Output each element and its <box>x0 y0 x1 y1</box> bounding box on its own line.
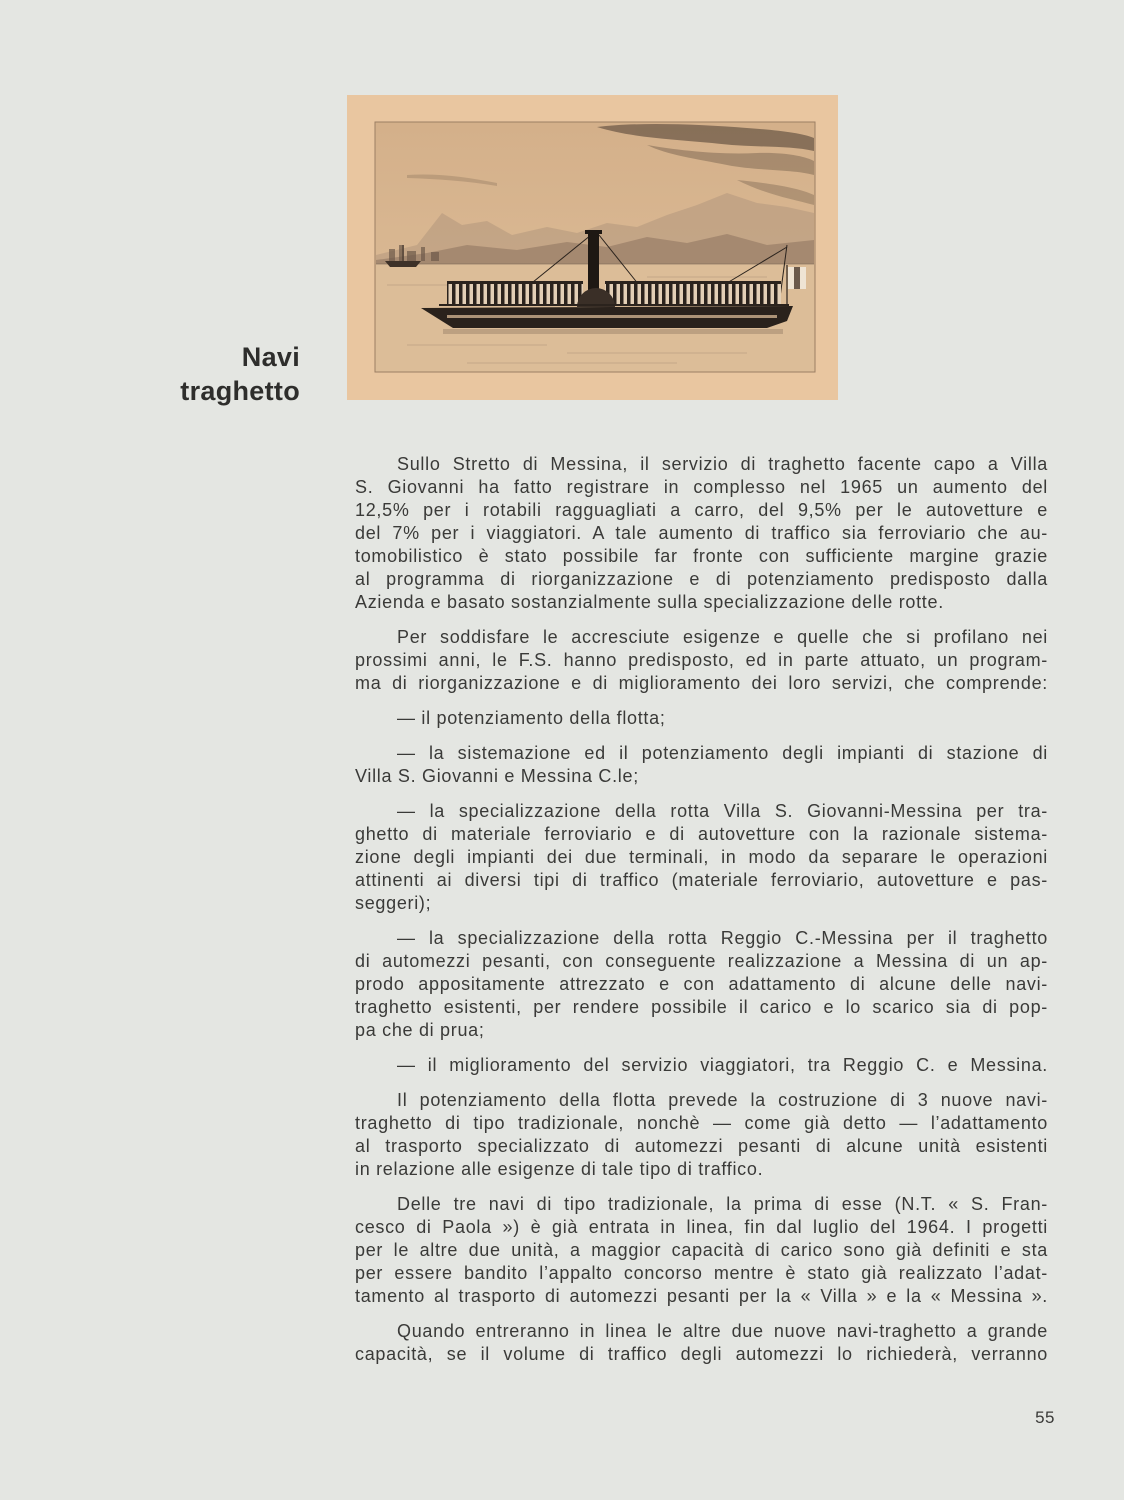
text-line: Per soddisfare le accresciute esigenze e quelle che si profilano nei <box>397 627 1048 647</box>
text-line: traghetto di tipo tradizionale, nonchè — come già detto — l’adattamento <box>355 1113 1048 1133</box>
text-line: cesco di Paola ») è già entrata in linea, fin dal luglio del 1964. I progetti <box>355 1217 1048 1237</box>
text-line: — la specializzazione della rotta Villa S. Giovanni-Messina per tra- <box>397 801 1048 821</box>
section-heading <box>180 340 300 408</box>
text-line: al programma di riorganizzazione e di potenziamento predisposto dalla <box>355 569 1048 589</box>
heading-line-1: Navi <box>241 342 300 372</box>
text-line: traghetto esistenti, per rendere possibile il carico e lo scarico sia di pop- <box>355 997 1048 1017</box>
list-item <box>355 800 1048 915</box>
list-item <box>355 1054 1048 1077</box>
text-line: per essere bandito l’appalto concorso mentre è stato già realizzato l’adat- <box>355 1263 1048 1283</box>
list-item <box>355 742 1048 788</box>
text-line: 12,5% per i rotabili ragguagliati a carro, del 9,5% per le autovetture e <box>355 500 1048 520</box>
text-line: del 7% per i viaggiatori. A tale aumento di traffico sia ferroviario che au- <box>355 523 1048 543</box>
text-line: — il miglioramento del servizio viaggiatori, tra Reggio C. e Messina. <box>397 1055 1048 1075</box>
text-line: capacità, se il volume di traffico degli automezzi lo richiederà, verranno <box>355 1344 1048 1364</box>
text-line: attinenti ai diversi tipi di traffico (materiale ferroviario, autovetture e pas- <box>355 870 1048 890</box>
text-line: — la specializzazione della rotta Reggio C.-Messina per il traghetto <box>397 928 1048 948</box>
page-number: 55 <box>1035 1408 1055 1427</box>
list-item <box>355 707 1048 730</box>
body-text <box>355 453 1048 1366</box>
paragraph-ships <box>355 1193 1048 1308</box>
text-line: Azienda e basato sostanzialmente sulla specializzazione delle rotte. <box>355 592 944 612</box>
text-line: Quando entreranno in linea le altre due nuove navi-traghetto a grande <box>397 1321 1048 1341</box>
text-line: ghetto di materiale ferroviario e di autovetture con la razionale sistema- <box>355 824 1048 844</box>
ferry-illustration-svg <box>347 95 838 400</box>
text-line: seggeri); <box>355 893 432 913</box>
text-line: Il potenziamento della flotta prevede la costruzione di 3 nuove navi- <box>397 1090 1048 1110</box>
text-line: prossimi anni, le F.S. hanno predisposto, ed in parte attuato, un program- <box>355 650 1048 670</box>
text-line: ma di riorganizzazione e di miglioramento dei loro servizi, che comprende: <box>355 673 1048 693</box>
text-line: Sullo Stretto di Messina, il servizio di traghetto facente capo a Villa <box>397 454 1048 474</box>
text-line: prodo appositamente attrezzato e con adattamento di alcune delle navi- <box>355 974 1048 994</box>
text-line: per le altre due unità, a maggior capacità di carico sono già definiti e sta <box>355 1240 1048 1260</box>
text-line: Delle tre navi di tipo tradizionale, la prima di esse (N.T. « S. Fran- <box>397 1194 1048 1214</box>
paragraph-closing <box>355 1320 1048 1366</box>
text-line: Villa S. Giovanni e Messina C.le; <box>355 766 639 786</box>
text-line: zione degli impianti dei due terminali, in modo da separare le operazioni <box>355 847 1048 867</box>
text-line: — il potenziamento della flotta; <box>397 708 666 728</box>
ferry-illustration <box>347 95 838 400</box>
paragraph-intro <box>355 453 1048 614</box>
paragraph-fleet <box>355 1089 1048 1181</box>
text-line: di automezzi pesanti, con conseguente realizzazione a Messina di un ap- <box>355 951 1048 971</box>
text-line: — la sistemazione ed il potenziamento degli impianti di stazione di <box>397 743 1048 763</box>
text-line: tomobilistico è stato possibile far fronte con sufficiente margine grazie <box>355 546 1048 566</box>
text-line: tamento al trasporto di automezzi pesanti per la « Villa » e la « Messina ». <box>355 1286 1048 1306</box>
list-item <box>355 927 1048 1042</box>
text-line: in relazione alle esigenze di tale tipo di traffico. <box>355 1159 764 1179</box>
text-line: S. Giovanni ha fatto registrare in complesso nel 1965 un aumento del <box>355 477 1048 497</box>
text-line: al trasporto specializzato di automezzi pesanti di alcune unità esistenti <box>355 1136 1048 1156</box>
text-line: pa che di prua; <box>355 1020 485 1040</box>
heading-line-2: traghetto <box>180 376 300 406</box>
paragraph-program <box>355 626 1048 695</box>
